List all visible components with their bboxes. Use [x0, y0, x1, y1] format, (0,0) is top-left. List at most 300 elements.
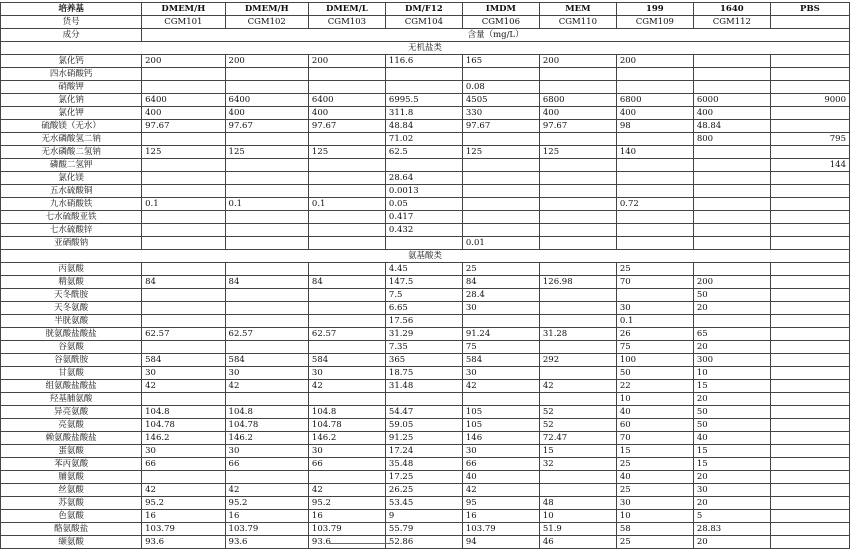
concentration-cell [539, 211, 616, 224]
concentration-cell: 125 [225, 146, 308, 159]
component-name: 缬氨酸 [1, 536, 142, 549]
concentration-cell: 40 [462, 471, 539, 484]
component-name: 天冬氨酸 [1, 302, 142, 315]
concentration-cell [693, 172, 770, 185]
concentration-cell: 400 [693, 107, 770, 120]
concentration-cell [308, 172, 385, 185]
concentration-cell: 0.0013 [385, 185, 462, 198]
concentration-cell [693, 263, 770, 276]
concentration-cell: 10 [693, 367, 770, 380]
concentration-cell [770, 523, 849, 536]
concentration-cell [693, 211, 770, 224]
component-name: 亮氨酸 [1, 419, 142, 432]
concentration-cell [142, 133, 225, 146]
concentration-cell [308, 133, 385, 146]
concentration-cell [616, 172, 693, 185]
concentration-cell [770, 120, 849, 133]
concentration-cell [770, 211, 849, 224]
concentration-cell: 30 [225, 367, 308, 380]
table-row [1, 328, 850, 341]
concentration-cell: 30 [616, 302, 693, 315]
component-name: 半胱氨酸 [1, 315, 142, 328]
section-header-row [1, 250, 850, 263]
concentration-cell [770, 484, 849, 497]
table-row [1, 68, 850, 81]
page-footer-fragment [330, 543, 390, 549]
table-row [1, 445, 850, 458]
concentration-cell: 50 [693, 419, 770, 432]
concentration-cell [462, 133, 539, 146]
table-row [1, 419, 850, 432]
concentration-cell [462, 211, 539, 224]
concentration-cell: 42 [142, 380, 225, 393]
table-row [1, 432, 850, 445]
concentration-cell: 30 [462, 367, 539, 380]
concentration-cell: 311.8 [385, 107, 462, 120]
table-row [1, 354, 850, 367]
component-name: 七水硫酸锌 [1, 224, 142, 237]
catalog-code: CGM103 [308, 16, 385, 29]
concentration-cell: 200 [142, 55, 225, 68]
concentration-cell [225, 289, 308, 302]
concentration-cell: 28.4 [462, 289, 539, 302]
concentration-cell: 22 [616, 380, 693, 393]
concentration-cell: 200 [225, 55, 308, 68]
concentration-cell: 30 [142, 445, 225, 458]
table-row [1, 107, 850, 120]
concentration-cell [308, 263, 385, 276]
concentration-cell: 125 [462, 146, 539, 159]
component-name: 天冬酰胺 [1, 289, 142, 302]
concentration-cell: 97.67 [462, 120, 539, 133]
concentration-cell: 75 [462, 341, 539, 354]
concentration-cell [616, 289, 693, 302]
concentration-cell: 70 [616, 432, 693, 445]
concentration-cell: 91.24 [462, 328, 539, 341]
component-name: 七水硫酸亚铁 [1, 211, 142, 224]
concentration-cell: 0.01 [462, 237, 539, 250]
component-name: 硫酸镁（无水） [1, 120, 142, 133]
concentration-cell: 31.28 [539, 328, 616, 341]
concentration-cell: 6000 [693, 94, 770, 107]
catalog-code: CGM101 [142, 16, 225, 29]
concentration-cell [693, 185, 770, 198]
catalog-code [770, 16, 849, 29]
concentration-cell [308, 81, 385, 94]
table-row [1, 276, 850, 289]
concentration-cell: 66 [462, 458, 539, 471]
concentration-cell: 91.25 [385, 432, 462, 445]
concentration-cell [770, 81, 849, 94]
concentration-cell [142, 341, 225, 354]
concentration-cell [539, 302, 616, 315]
table-row [1, 289, 850, 302]
table-row [1, 185, 850, 198]
concentration-cell [142, 81, 225, 94]
concentration-cell [539, 172, 616, 185]
component-name: 五水硫酸铜 [1, 185, 142, 198]
concentration-cell: 400 [308, 107, 385, 120]
concentration-cell [539, 393, 616, 406]
concentration-cell: 103.79 [308, 523, 385, 536]
concentration-cell: 584 [462, 354, 539, 367]
table-row [1, 341, 850, 354]
catalog-code: CGM109 [616, 16, 693, 29]
concentration-cell [770, 146, 849, 159]
concentration-cell: 105 [462, 419, 539, 432]
concentration-cell [308, 471, 385, 484]
concentration-cell [770, 302, 849, 315]
concentration-cell [616, 237, 693, 250]
concentration-cell [539, 159, 616, 172]
component-name: 亚硒酸钠 [1, 237, 142, 250]
concentration-cell [142, 159, 225, 172]
concentration-cell: 62.5 [385, 146, 462, 159]
concentration-cell: 93.6 [142, 536, 225, 549]
concentration-cell [693, 237, 770, 250]
concentration-cell: 98 [616, 120, 693, 133]
concentration-cell: 104.8 [308, 406, 385, 419]
concentration-cell: 584 [308, 354, 385, 367]
concentration-cell [770, 276, 849, 289]
concentration-cell: 15 [693, 458, 770, 471]
catalog-label: 货号 [1, 16, 142, 29]
concentration-cell [142, 68, 225, 81]
concentration-cell: 6400 [142, 94, 225, 107]
concentration-cell [770, 367, 849, 380]
concentration-cell: 0.1 [616, 315, 693, 328]
concentration-cell: 51.9 [539, 523, 616, 536]
concentration-cell: 7.35 [385, 341, 462, 354]
unit-label: 含量（mg/L） [142, 29, 850, 42]
concentration-cell: 30 [142, 367, 225, 380]
media-name: PBS [770, 3, 849, 16]
concentration-cell: 165 [462, 55, 539, 68]
concentration-cell: 800 [693, 133, 770, 146]
component-name: 胱氨酸盐酸盐 [1, 328, 142, 341]
concentration-cell: 7.5 [385, 289, 462, 302]
concentration-cell [770, 380, 849, 393]
component-name: 苯丙氨酸 [1, 458, 142, 471]
concentration-cell [142, 302, 225, 315]
concentration-cell [770, 185, 849, 198]
concentration-cell [308, 211, 385, 224]
section-title: 氨基酸类 [1, 250, 850, 263]
concentration-cell [693, 146, 770, 159]
concentration-cell [462, 68, 539, 81]
concentration-cell: 42 [225, 484, 308, 497]
concentration-cell [308, 393, 385, 406]
concentration-cell: 16 [225, 510, 308, 523]
concentration-cell: 95.2 [142, 497, 225, 510]
concentration-cell: 25 [616, 536, 693, 549]
concentration-cell: 10 [616, 510, 693, 523]
concentration-cell [308, 341, 385, 354]
table-row [1, 315, 850, 328]
concentration-cell: 147.5 [385, 276, 462, 289]
concentration-cell: 30 [693, 484, 770, 497]
media-name: 199 [616, 3, 693, 16]
concentration-cell: 48 [539, 497, 616, 510]
concentration-cell [225, 172, 308, 185]
concentration-cell [770, 237, 849, 250]
concentration-cell [225, 315, 308, 328]
concentration-cell [385, 68, 462, 81]
concentration-cell [385, 393, 462, 406]
component-name: 氯化镁 [1, 172, 142, 185]
concentration-cell: 50 [616, 367, 693, 380]
section-header-row [1, 42, 850, 55]
concentration-cell: 50 [693, 289, 770, 302]
concentration-cell [539, 133, 616, 146]
concentration-cell: 93.6 [225, 536, 308, 549]
concentration-cell: 40 [616, 406, 693, 419]
media-name: DMEM/H [142, 3, 225, 16]
concentration-cell: 97.67 [142, 120, 225, 133]
concentration-cell: 60 [616, 419, 693, 432]
concentration-cell: 30 [462, 445, 539, 458]
concentration-cell [308, 315, 385, 328]
concentration-cell: 6400 [308, 94, 385, 107]
concentration-cell [693, 198, 770, 211]
concentration-cell [539, 341, 616, 354]
concentration-cell: 42 [225, 380, 308, 393]
concentration-cell [462, 393, 539, 406]
component-name: 氯化钾 [1, 107, 142, 120]
concentration-cell [225, 263, 308, 276]
media-name: 1640 [693, 3, 770, 16]
concentration-cell: 17.25 [385, 471, 462, 484]
catalog-code: CGM102 [225, 16, 308, 29]
concentration-cell [308, 159, 385, 172]
concentration-cell: 6995.5 [385, 94, 462, 107]
concentration-cell: 84 [225, 276, 308, 289]
concentration-cell [539, 81, 616, 94]
concentration-cell: 104.78 [308, 419, 385, 432]
concentration-cell [770, 107, 849, 120]
concentration-cell: 400 [616, 107, 693, 120]
concentration-cell: 795 [770, 133, 849, 146]
concentration-cell: 62.57 [308, 328, 385, 341]
concentration-cell [770, 289, 849, 302]
concentration-cell [693, 55, 770, 68]
concentration-cell: 40 [693, 432, 770, 445]
concentration-cell: 17.56 [385, 315, 462, 328]
concentration-cell [142, 263, 225, 276]
table-row [1, 263, 850, 276]
component-name: 丙氨酸 [1, 263, 142, 276]
concentration-cell [770, 172, 849, 185]
concentration-cell [142, 172, 225, 185]
table-row [1, 237, 850, 250]
concentration-cell [616, 185, 693, 198]
component-row [1, 29, 850, 42]
concentration-cell: 58 [616, 523, 693, 536]
concentration-cell [225, 237, 308, 250]
component-name: 羟基脯氨酸 [1, 393, 142, 406]
concentration-cell: 4505 [462, 94, 539, 107]
concentration-cell [539, 367, 616, 380]
concentration-cell: 55.79 [385, 523, 462, 536]
concentration-cell [308, 237, 385, 250]
media-header-row [1, 3, 850, 16]
component-name: 丝氨酸 [1, 484, 142, 497]
concentration-cell [308, 224, 385, 237]
concentration-cell: 28.83 [693, 523, 770, 536]
component-name: 酪氨酸盐 [1, 523, 142, 536]
concentration-cell: 16 [462, 510, 539, 523]
table-row [1, 523, 850, 536]
table-row [1, 146, 850, 159]
component-name: 组氨酸盐酸盐 [1, 380, 142, 393]
concentration-cell: 65 [693, 328, 770, 341]
concentration-cell: 95.2 [308, 497, 385, 510]
component-name: 无水磷酸氢二钠 [1, 133, 142, 146]
component-name: 精氨酸 [1, 276, 142, 289]
catalog-code: CGM110 [539, 16, 616, 29]
concentration-cell [142, 393, 225, 406]
concentration-cell: 584 [225, 354, 308, 367]
concentration-cell: 52 [539, 419, 616, 432]
concentration-cell: 40 [616, 471, 693, 484]
concentration-cell [770, 315, 849, 328]
concentration-cell [770, 419, 849, 432]
concentration-cell: 104.8 [225, 406, 308, 419]
concentration-cell [539, 198, 616, 211]
concentration-cell: 125 [308, 146, 385, 159]
concentration-cell [539, 237, 616, 250]
table-row [1, 393, 850, 406]
concentration-cell: 9000 [770, 94, 849, 107]
concentration-cell: 0.1 [225, 198, 308, 211]
component-label: 成分 [1, 29, 142, 42]
concentration-cell [770, 445, 849, 458]
media-name: DMEM/H [225, 3, 308, 16]
concentration-cell [616, 224, 693, 237]
concentration-cell [142, 224, 225, 237]
component-name: 赖氨酸盐酸盐 [1, 432, 142, 445]
concentration-cell [225, 224, 308, 237]
component-name: 四水硝酸钙 [1, 68, 142, 81]
concentration-cell: 6400 [225, 94, 308, 107]
concentration-cell: 0.08 [462, 81, 539, 94]
concentration-cell: 66 [308, 458, 385, 471]
concentration-cell [385, 81, 462, 94]
concentration-cell: 25 [462, 263, 539, 276]
concentration-cell: 400 [142, 107, 225, 120]
concentration-cell: 16 [142, 510, 225, 523]
concentration-cell: 400 [539, 107, 616, 120]
concentration-cell: 10 [616, 393, 693, 406]
concentration-cell: 292 [539, 354, 616, 367]
concentration-cell [308, 185, 385, 198]
component-name: 磷酸二氢钾 [1, 159, 142, 172]
concentration-cell: 365 [385, 354, 462, 367]
table-row [1, 510, 850, 523]
concentration-cell: 20 [693, 341, 770, 354]
concentration-cell: 20 [693, 471, 770, 484]
concentration-cell: 30 [225, 445, 308, 458]
component-name: 异亮氨酸 [1, 406, 142, 419]
concentration-cell [539, 68, 616, 81]
concentration-cell [539, 224, 616, 237]
concentration-cell: 125 [142, 146, 225, 159]
table-row [1, 497, 850, 510]
component-name: 谷氨酸 [1, 341, 142, 354]
concentration-cell [693, 159, 770, 172]
component-name: 色氨酸 [1, 510, 142, 523]
concentration-cell [142, 471, 225, 484]
concentration-cell: 46 [539, 536, 616, 549]
concentration-cell [462, 172, 539, 185]
concentration-cell: 32 [539, 458, 616, 471]
media-name: DMEM/L [308, 3, 385, 16]
table-row [1, 81, 850, 94]
concentration-cell: 105 [462, 406, 539, 419]
concentration-cell [308, 68, 385, 81]
concentration-cell: 42 [462, 484, 539, 497]
component-name: 谷氨酰胺 [1, 354, 142, 367]
concentration-cell: 84 [308, 276, 385, 289]
concentration-cell: 0.432 [385, 224, 462, 237]
concentration-cell [770, 497, 849, 510]
concentration-cell [770, 55, 849, 68]
table-row [1, 211, 850, 224]
concentration-cell: 0.72 [616, 198, 693, 211]
concentration-cell [770, 68, 849, 81]
concentration-cell: 42 [539, 380, 616, 393]
concentration-cell: 146.2 [142, 432, 225, 445]
media-composition-table [0, 2, 850, 549]
concentration-cell: 25 [616, 484, 693, 497]
concentration-cell: 30 [616, 497, 693, 510]
concentration-cell: 75 [616, 341, 693, 354]
concentration-cell: 70 [616, 276, 693, 289]
table-row [1, 367, 850, 380]
concentration-cell [770, 263, 849, 276]
table-row [1, 380, 850, 393]
concentration-cell: 5 [693, 510, 770, 523]
concentration-cell: 97.67 [539, 120, 616, 133]
concentration-cell: 25 [616, 458, 693, 471]
concentration-cell: 53.45 [385, 497, 462, 510]
concentration-cell [770, 510, 849, 523]
concentration-cell: 15 [616, 445, 693, 458]
concentration-cell: 42 [308, 380, 385, 393]
concentration-cell: 6800 [539, 94, 616, 107]
media-name: DM/F12 [385, 3, 462, 16]
concentration-cell: 50 [693, 406, 770, 419]
component-name: 苏氨酸 [1, 497, 142, 510]
concentration-cell: 59.05 [385, 419, 462, 432]
concentration-cell [462, 224, 539, 237]
concentration-cell: 103.79 [142, 523, 225, 536]
concentration-cell [225, 393, 308, 406]
concentration-cell: 42 [142, 484, 225, 497]
concentration-cell [770, 406, 849, 419]
concentration-cell: 31.29 [385, 328, 462, 341]
concentration-cell: 54.47 [385, 406, 462, 419]
concentration-cell [462, 315, 539, 328]
concentration-cell: 48.84 [693, 120, 770, 133]
concentration-cell [770, 341, 849, 354]
concentration-cell [539, 471, 616, 484]
concentration-cell [462, 159, 539, 172]
concentration-cell: 146 [462, 432, 539, 445]
table-row [1, 172, 850, 185]
component-name: 硝酸钾 [1, 81, 142, 94]
concentration-cell: 31.48 [385, 380, 462, 393]
